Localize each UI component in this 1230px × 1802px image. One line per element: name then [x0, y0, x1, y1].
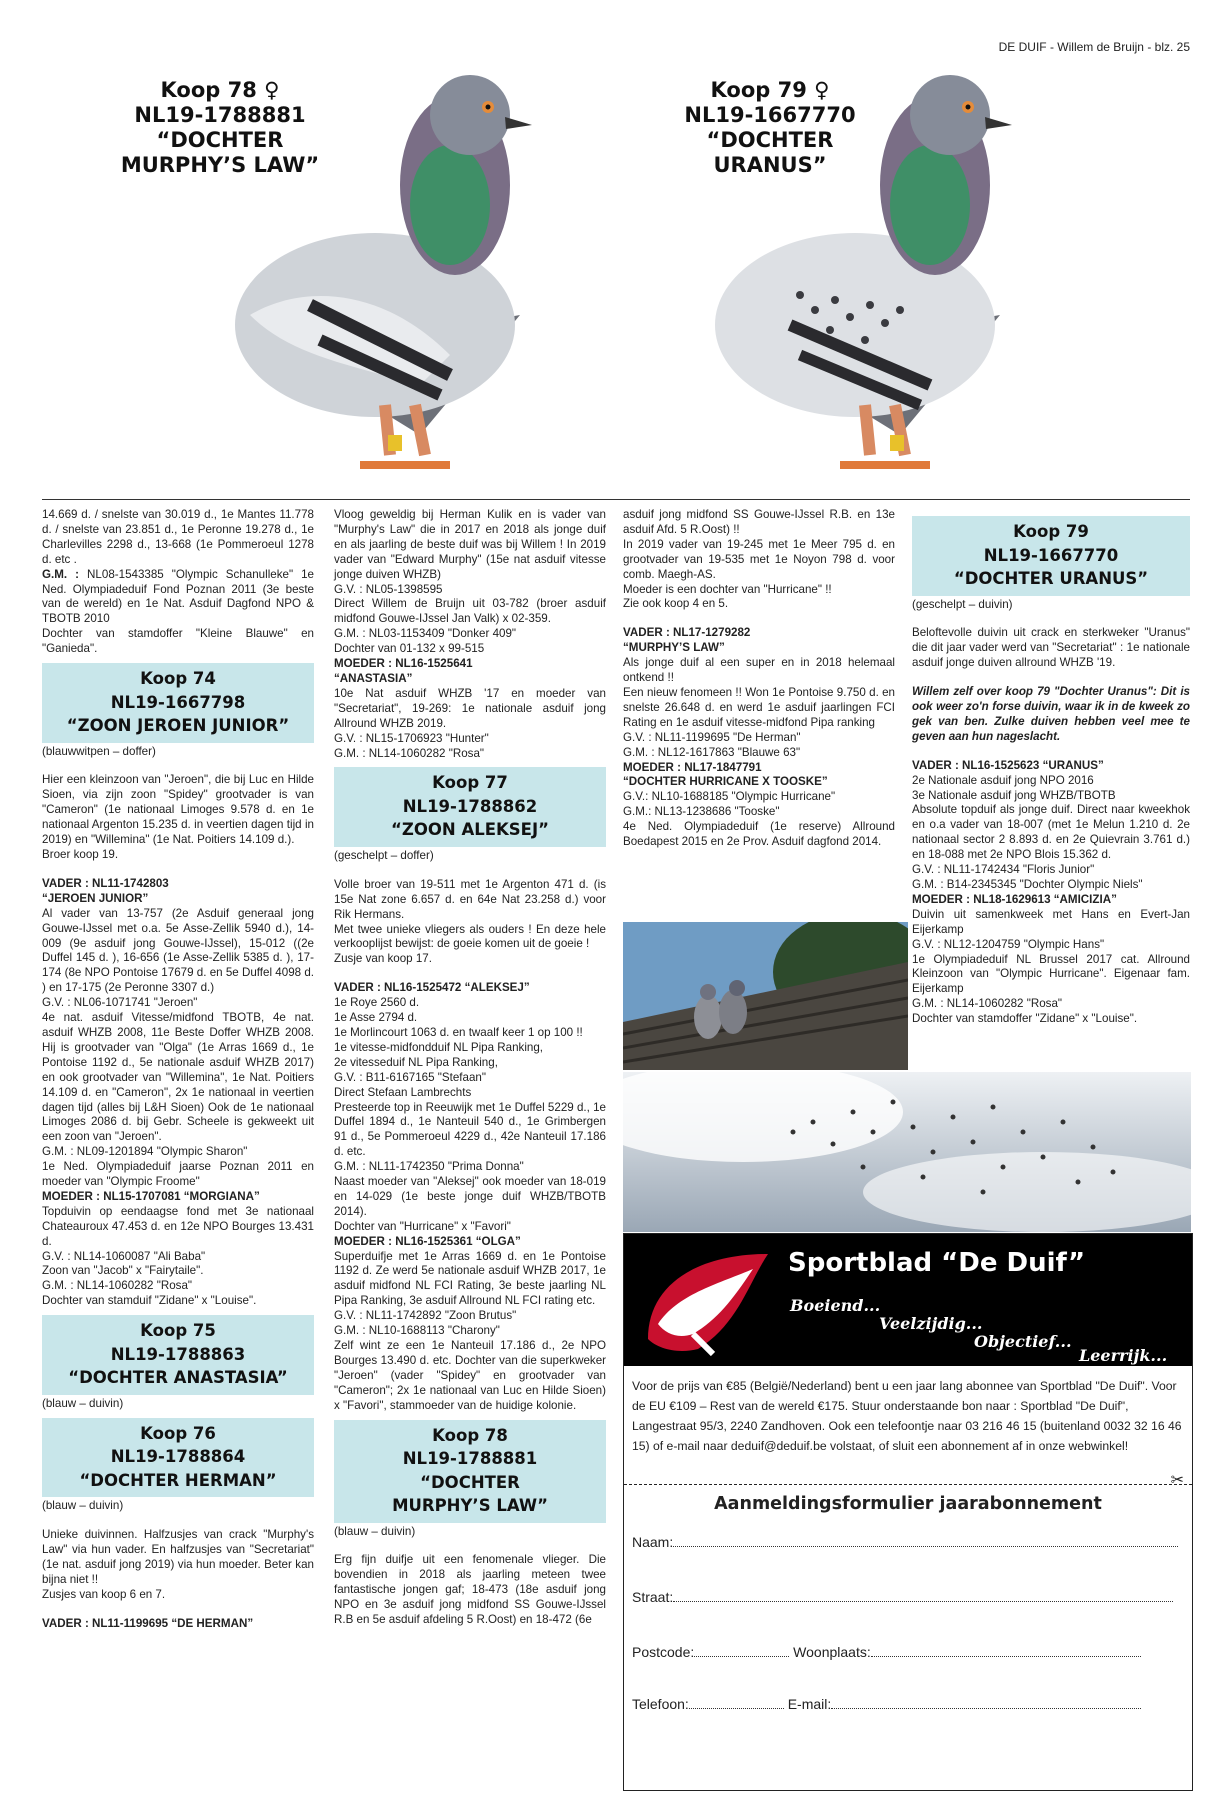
body-text: Moeder is een dochter van "Hurricane" !!	[623, 582, 832, 596]
color-sex: (blauw – duivin)	[334, 1524, 416, 1538]
ad-tagline: Boeiend...	[790, 1296, 881, 1315]
body-text: Zie ook koop 4 en 5.	[623, 597, 729, 611]
ad-tagline: Leerrijk...	[1079, 1346, 1168, 1365]
telefoon-field[interactable]: Telefoon: E-mail:	[632, 1696, 1141, 1712]
body-text: Direct Willem de Bruijn uit 03-782 (broer asduif midfond Gouwe-IJssel Jan Valk) x 02-359.	[334, 597, 606, 626]
body-text: 2e vitesseduif NL Pipa Ranking,	[334, 1055, 498, 1069]
scissors-icon: ✂	[1170, 1472, 1184, 1489]
body-text: 4e Ned. Olympiadeduif (1e reserve) Allround Boedapest 2015 en 2e Prov. Asduif dagfond 2014.	[623, 820, 895, 849]
body-text: asduif jong midfond SS Gouwe-IJssel R.B. en 13e asduif Afd. 5 R.Oost) !!	[623, 508, 895, 536]
pedigree-line: G.V. : NL11-1199695 "De Herman"	[623, 730, 801, 744]
column-1	[42, 508, 314, 1631]
color-sex: (blauw – duivin)	[42, 1396, 124, 1410]
body-text: Een nieuw fenomeen !! Won 1e Pontoise 9.750 d. en snelste 26.648 d. en werd 1e asduif jaarlingen FCI Rating en 1e asduif vitesse-midfond Pipa ranking	[623, 685, 895, 729]
body-text: Superduifje met 1e Arras 1669 d. en 1e Pontoise 1192 d. Ze werd 5e nationale asduif WHZB 2017, 1e asduif midfond NL FCI Rating, 3e beste jaarling NL Pipa Ranking, 3e asduif Allround NL FCI rating etc.	[334, 1249, 606, 1308]
running-header: DE DUIF - Willem de Bruijn - blz. 25	[998, 40, 1190, 54]
pigeon-photo-koop-79	[600, 55, 1030, 495]
intro-text: 14.669 d. / snelste van 30.019 d., 1e Mantes 11.778 d. / snelste van 23.851 d., 1e Peronne 19.278 d., 1e Charlevilles 2298 d., 13-668 (1e Pommeroeul 1278 d. etc .	[42, 508, 314, 566]
body-text: 1e Olympiadeduif NL Brussel 2017 cat. Allround Kleinzoon van "Olympic Hurricane". Eigenaar fam. Eijerkamp	[912, 952, 1190, 996]
ad-tagline: Veelzijdig...	[879, 1314, 983, 1333]
vader-name: “MURPHY’S LAW”	[623, 641, 725, 655]
body-text: 1e Asse 2794 d.	[334, 1011, 418, 1025]
body-text: Als jonge duif al een super en in 2018 helemaal ontkend !!	[623, 656, 895, 685]
color-sex: (geschelpt – doffer)	[334, 848, 434, 862]
pedigree-line: G.V. : B11-6167165 "Stefaan"	[334, 1070, 486, 1084]
pedigree-line: G.M. : NL14-1060282 "Rosa"	[42, 1279, 193, 1293]
body-text: Broer koop 19.	[42, 848, 119, 861]
pedigree-line: G.V. : NL11-1742892 "Zoon Brutus"	[334, 1309, 517, 1323]
pigeon-photo-koop-78	[120, 55, 550, 495]
straat-field[interactable]: Straat:	[632, 1589, 1173, 1605]
section-divider	[42, 499, 1190, 500]
pedigree-line: G.M. : NL08-1543385 "Olympic Schanulleke" 1e Ned. Olympiadeduif Fond Poznan 2011 (3e beste van de wereld) en 1e Nat. Asduif Dagfond NPO & TBOTB 2010	[42, 567, 314, 626]
body-text: Unieke duivinnen. Halfzusjes van crack "Murphy's Law" via hun vader. En halfzusjes van "Secretariat" (1e nat. asduif jong 2019) via hun moeder. Beter kan bijna niet !!	[42, 1528, 314, 1586]
column-3	[623, 508, 895, 850]
postcode-field[interactable]: Postcode: Woonplaats:	[632, 1644, 1141, 1660]
pedigree-line: G.M. : NL09-1201894 "Olympic Sharon"	[42, 1145, 248, 1159]
body-text: Beloftevolle duivin uit crack en sterkweker "Uranus" die dit jaar vader werd van "Secretariat" : 1e nationale asduif jonge duiven allround WHZB '19.	[912, 626, 1190, 670]
body-text: Absolute topduif als jonge duif. Direct naar kweekhok en o.a vader van 18-007 (met 1e Melun 1.210 d. 2e nationaal sector 2 8.893 d. en 2e Quievrain 3.761 d.) en 18-088 met 2e NPO Blois 15.362 d.	[912, 803, 1190, 862]
pedigree-line: G.V. : NL12-1204759 "Olympic Hans"	[912, 937, 1105, 951]
koop-76-box: Koop 76 NL19-1788864 “DOCHTER HERMAN”	[42, 1418, 314, 1498]
vader-heading: VADER : NL11-1742803	[42, 876, 169, 890]
body-text: Vloog geweldig bij Herman Kulik en is vader van "Murphy's Law" die in 2017 en 2018 als jonge duif en als jaarling de beste duif was bij Willem ! In 2019 vader van "Edward Murphy" (15e nat asduif vitesse jonge duiven WHZB)	[334, 508, 606, 581]
color-sex: (blauw – duivin)	[42, 1499, 124, 1513]
pedigree-line: G.M. : NL12-1617863 "Blauwe 63"	[623, 745, 801, 759]
cut-line	[624, 1484, 1192, 1485]
quote-text: Willem zelf over koop 79 "Dochter Uranus": Dit is ook weer zo'n forse duivin, waar ik in de kweek zo gek van ben. Zulke duiven hebben veel mee te geven aan hun nageslacht.	[912, 685, 1190, 743]
body-text: Zoon van "Jacob" x "Fairytaile".	[42, 1264, 204, 1278]
ad-tagline: Objectief...	[974, 1332, 1072, 1351]
title-koop-79: Koop 79 ♀ NL19-1667770 “DOCHTER URANUS”	[684, 78, 856, 177]
column-4	[912, 508, 1190, 1027]
body-text: 4e nat. asduif Vitesse/midfond TBOTB, 4e nat. asduif WHZB 2008, 11e Beste Doffer WHZB 2008. Hij is grootvader van "Olga" (1e Arras 1669 d., 1e Pontoise 1192 d., 5e nationale asduif WHZB 2017) en ook grootvader van "Willemina", 1e Nat. Poitiers 14.109 d. en "Cameron", 2x 1e nationaal in veertien dagen tijd (alles bij L&H Sioen) Ook de 1e nationaal Limoges 2086 d. bij Gebr. Scheele is gekweekt uit een zoon van "Jeroen".	[42, 1011, 314, 1144]
body-text: 3e Nationale asduif jong WHZB/TBOTB	[912, 788, 1116, 802]
body-text: Dochter van stamduif "Zidane" x "Louise".	[42, 1294, 257, 1308]
moeder-heading: MOEDER : NL18-1629613 “AMICIZIA”	[912, 892, 1117, 906]
body-text: Dochter van 01-132 x 99-515	[334, 642, 485, 656]
pedigree-line: G.V. : NL15-1706923 "Hunter"	[334, 731, 489, 745]
ad-banner	[624, 1234, 1192, 1366]
body-text: Zusjes van koop 6 en 7.	[42, 1587, 166, 1601]
ad-title: Sportblad “De Duif”	[788, 1248, 1086, 1278]
body-text: Dochter van "Hurricane" x "Favori"	[334, 1219, 511, 1233]
body-text: Dochter van stamdoffer "Zidane" x "Louise".	[912, 1012, 1138, 1026]
pedigree-line: G.V. : NL06-1071741 "Jeroen"	[42, 996, 198, 1010]
vader-heading: VADER : NL11-1199695 “DE HERMAN”	[42, 1616, 254, 1630]
rooftop-pigeons-photo	[623, 922, 908, 1070]
dove-logo-icon	[638, 1244, 778, 1359]
body-text: 1e Morlincourt 1063 d. en twaalf keer 1 op 100 !!	[334, 1025, 583, 1039]
body-text: Duivin uit samenkweek met Hans en Evert-Jan Eijerkamp	[912, 907, 1190, 936]
body-text: Met twee unieke vliegers als ouders ! En deze hele verkooplijst bewijst: de goeie komen uit de goeie !	[334, 922, 606, 951]
moeder-heading: MOEDER : NL15-1707081 “MORGIANA”	[42, 1189, 260, 1203]
body-text: Topduivin op eendaagse fond met 3e nationaal Chateauroux 47.453 d. en 12e NPO Bourges 13.431 d.	[42, 1204, 314, 1248]
pedigree-line: G.V. : NL05-1398595	[334, 582, 443, 596]
vader-heading: VADER : NL16-1525472 “ALEKSEJ”	[334, 981, 530, 995]
moeder-heading: MOEDER : NL16-1525641	[334, 657, 473, 671]
body-text: Zelf wint ze een 1e Nanteuil 17.186 d., 2e NPO Bourges 13.490 d. etc. Dochter van die superkweker "Jeroen" (vader "Spidey" en grootvader van "Cameron"; 2x 1e nationaal van Luc en Hilde Sioen) x "Favori", stammoeder van de huidige kolonie.	[334, 1339, 606, 1412]
body-text: Erg fijn duifje uit een fenomenale vlieger. Die bovendien in 2018 als jaarling meteen twee fantastische jongen gaf; 18-473 (18e asduif jong NPO en 3e asduif jong midfond SS Gouwe-IJssel R.B en 5e asduif afdeling 5 R.Oost) en 18-472 (6e	[334, 1553, 606, 1627]
naam-field[interactable]: Naam:	[632, 1534, 1178, 1550]
body-text: In 2019 vader van 19-245 met 1e Meer 795 d. en grootvader van 19-535 met 1e Noyon 798 d. voor comb. Maegh-AS.	[623, 537, 895, 581]
body-text: 2e Nationale asduif jong NPO 2016	[912, 773, 1094, 787]
pedigree-line: G.V.: NL10-1688185 "Olympic Hurricane"	[623, 790, 836, 804]
pedigree-line: G.M. : NL11-1742350 "Prima Donna"	[334, 1160, 524, 1174]
vader-heading: VADER : NL17-1279282	[623, 626, 751, 640]
moeder-heading: MOEDER : NL17-1847791	[623, 760, 762, 774]
column-2	[334, 508, 606, 1628]
vader-name: “JEROEN JUNIOR”	[42, 891, 149, 905]
koop-78-box: Koop 78 NL19-1788881 “DOCHTER MURPHY’S LAW”	[334, 1420, 606, 1523]
body-text: 1e vitesse-midfondduif NL Pipa Ranking,	[334, 1040, 544, 1054]
body-text: 10e Nat asduif WHZB '17 en moeder van "Secretariat", 19-269: 1e nationale asduif jong Allround WHZB 2019.	[334, 686, 606, 730]
moeder-name: “ANASTASIA”	[334, 671, 413, 685]
color-sex: (blauwwitpen – doffer)	[42, 744, 156, 758]
pedigree-line: G.M. : NL14-1060282 "Rosa"	[912, 997, 1063, 1011]
flock-sky-photo	[623, 1072, 1191, 1232]
vader-heading: VADER : NL16-1525623 “URANUS”	[912, 758, 1104, 772]
pedigree-line: G.M. : NL03-1153409 "Donker 409"	[334, 627, 517, 641]
body-text: 1e Roye 2560 d.	[334, 996, 420, 1010]
form-title: Aanmeldingsformulier jaarabonnement	[714, 1494, 1102, 1514]
koop-74-box: Koop 74 NL19-1667798 “ZOON JEROEN JUNIOR”	[42, 663, 314, 743]
body-text: Naast moeder van "Aleksej" ook moeder van 18-019 en 14-029 (1e beste jonge duif WHZB/TBOTB 2014).	[334, 1175, 606, 1218]
color-sex: (geschelpt – duivin)	[912, 597, 1013, 611]
body-text: Direct Stefaan Lambrechts	[334, 1085, 472, 1099]
body-text: Presteerde top in Reeuwijk met 1e Duffel 5229 d., 1e Duffel 1894 d., 1e Nanteuil 540 d., 1e Grimbergen 91 d., 5e Pommeroeul 4229 d., 42e Nanteuil 17.186 d. etc.	[334, 1100, 606, 1159]
pedigree-line: G.M. : NL14-1060282 "Rosa"	[334, 746, 485, 760]
koop-77-box: Koop 77 NL19-1788862 “ZOON ALEKSEJ”	[334, 767, 606, 847]
ad-text: Voor de prijs van €85 (België/Nederland) bent u een jaar lang abonnee van Sportblad "De Duif". Voor de EU €109 – Rest van de wereld €175. Stuur onderstaande bon naar : Sportblad "De Duif", Langestraat 95/3, 2240 Zandhoven. Ook een telefoontje naar 03 216 46 15 (buitenland 0032 32 16 46 15) of e-mail naar deduif@deduif.be volstaat, of sluit een abonnement af in onze webwinkel!	[632, 1379, 1182, 1453]
body-text: Hier een kleinzoon van "Jeroen", die bij Luc en Hilde Sioen, via zijn zoon "Spidey" grootvader is van "Cameron" (1e nationaal Limoges 9.578 d. en 1e nationaal Argenton 15.235 d. in veertien dagen tijd in 2019) en "Willemina" (1e Nat. Poitiers 14.109 d.).	[42, 773, 314, 847]
body-text: Zusje van koop 17.	[334, 952, 432, 966]
pedigree-line: G.V. : NL14-1060087 "Ali Baba"	[42, 1249, 206, 1263]
pedigree-line: G.M.: NL13-1238686 "Tooske"	[623, 805, 780, 819]
pedigree-line: G.M. : B14-2345345 "Dochter Olympic Niels"	[912, 878, 1143, 891]
koop-79-box: Koop 79 NL19-1667770 “DOCHTER URANUS”	[912, 516, 1190, 596]
title-koop-78: Koop 78 ♀ NL19-1788881 “DOCHTER MURPHY’S LAW”	[120, 78, 320, 177]
moeder-name: “DOCHTER HURRICANE X TOOSKE”	[623, 775, 828, 789]
subscription-ad	[623, 1233, 1193, 1791]
pedigree-line: G.V. : NL11-1742434 "Floris Junior"	[912, 863, 1095, 877]
koop-75-box: Koop 75 NL19-1788863 “DOCHTER ANASTASIA”	[42, 1315, 314, 1395]
moeder-heading: MOEDER : NL16-1525361 “OLGA”	[334, 1234, 521, 1248]
body-text: Volle broer van 19-511 met 1e Argenton 471 d. (is 15e Nat zone 6.657 d. en 64e Nat 23.258 d.) voor Rik Hermans.	[334, 877, 606, 921]
body-text: Al vader van 13-757 (2e Asduif generaal jong Gouwe-IJssel met o.a. 5e Asse-Zellik 5940 d.), 14-009 (9e asduif jong Gouwe-IJssel), 15-012 ((2e Duffel 145 d. ), 16-656 (1e Asse-Zellik 5385 d. ), 17-174 (8e NPO Pontoise 17679 d. en 5e Duffel 4098 d. ) en 17-175 (2e Peronne 3307 d.)	[42, 906, 314, 995]
body-text: Dochter van stamdoffer "Kleine Blauwe" en "Ganieda".	[42, 627, 314, 656]
pedigree-line: G.M. : NL10-1688113 "Charony"	[334, 1324, 500, 1338]
body-text: 1e Ned. Olympiadeduif jaarse Poznan 2011 en moeder van "Olympic Froome"	[42, 1160, 314, 1189]
